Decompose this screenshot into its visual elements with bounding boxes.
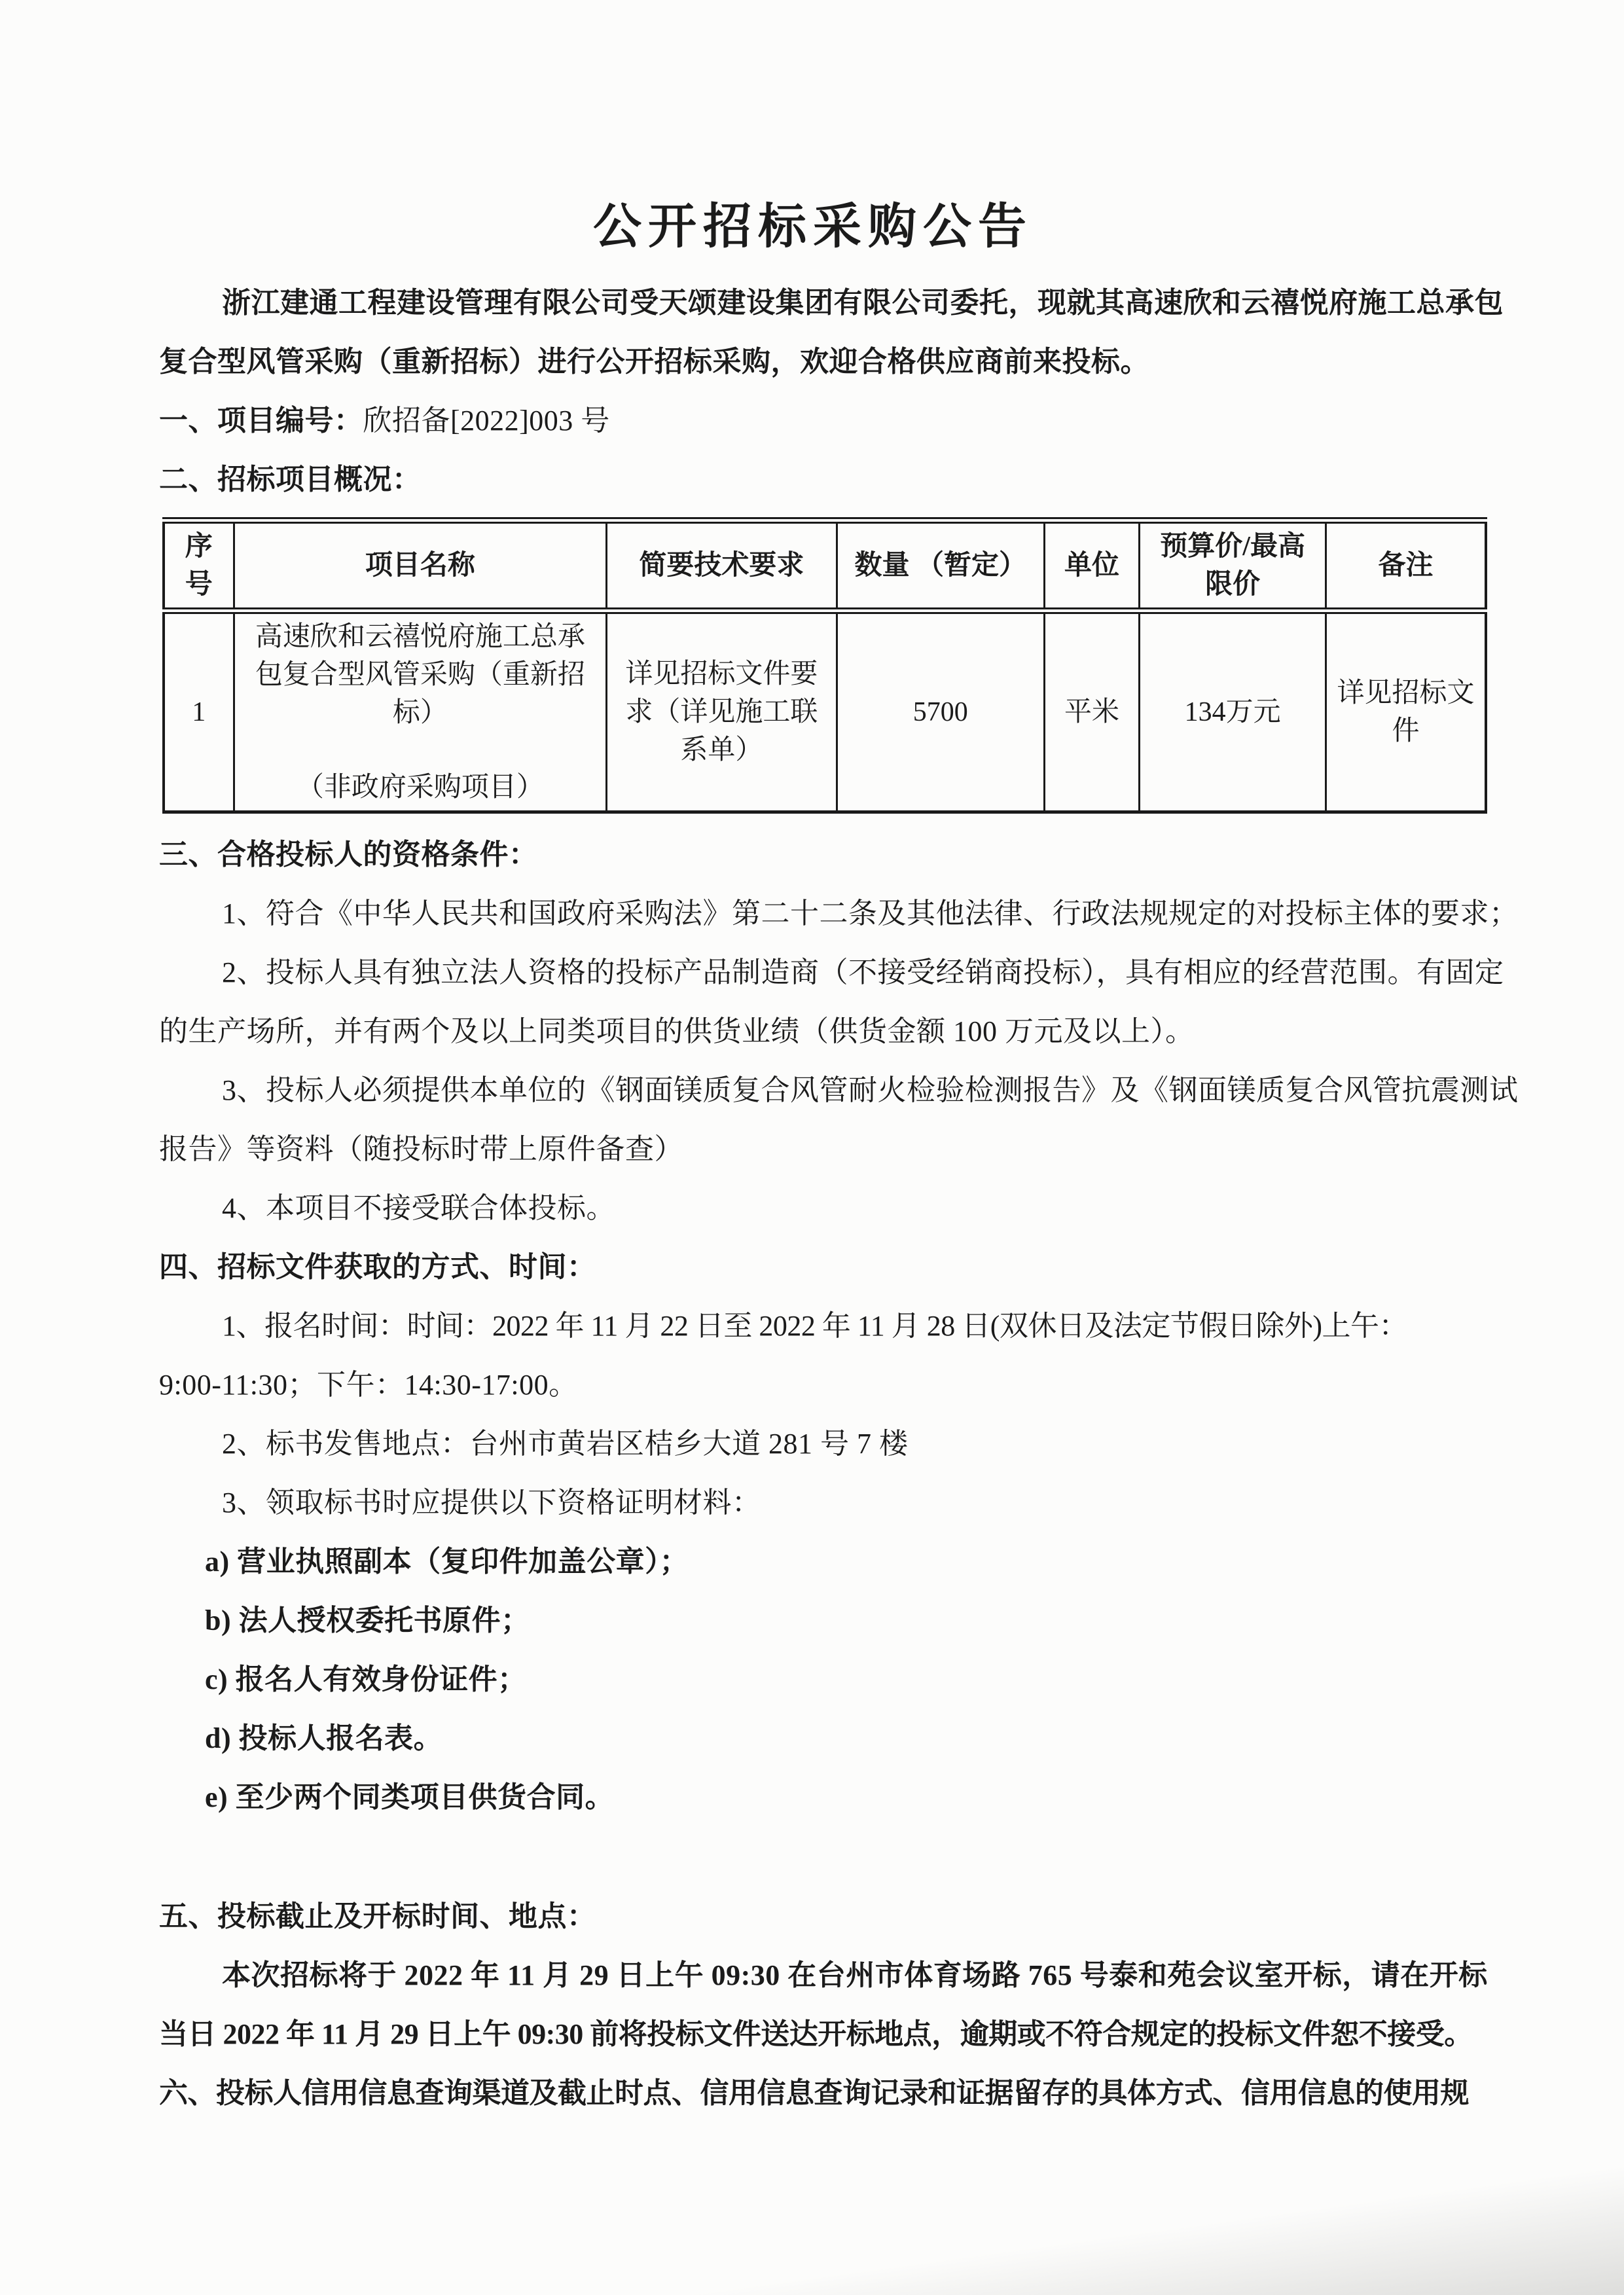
table-header-remark: 备注 [1326,520,1486,611]
material-item-e: e) 至少两个同类项目供货合同。 [205,1781,615,1813]
document-content [159,0,1519,2123]
obtain-item-1-cont: 9:00-11:30；下午：14:30-17:00。 [159,1369,578,1401]
overview-table-wrapper [162,517,1475,814]
material-item-d: d) 投标人报名表。 [205,1722,443,1754]
qualification-item-3: 3、投标人必须提供本单位的《钢面镁质复合风管耐火检验检测报告》及《钢面镁质复合风管抗震测试 [222,1074,1519,1106]
section-heading-overview: 二、招标项目概况： [159,463,422,496]
section-heading-deadline: 五、投标截止及开标时间、地点： [159,1900,596,1932]
table-header-row [164,520,1486,611]
deadline-line-2: 当日 2022 年 11 月 29 日上午 09:30 前将投标文件送达开标地点，逾期或不符合规定的投标文件恕不接受。 [159,2018,1473,2050]
table-header-tech: 简要技术要求 [607,520,837,611]
obtain-item-3: 3、领取标书时应提供以下资格证明材料： [222,1487,761,1519]
table-row [164,611,1486,812]
table-cell-remark: 详见招标文件 [1326,611,1486,812]
table-cell-name [234,611,607,812]
obtain-item-2: 2、标书发售地点：台州市黄岩区桔乡大道 281 号 7 楼 [222,1428,909,1460]
qualification-item-4: 4、本项目不接受联合体投标。 [222,1192,615,1224]
table-cell-name-sub: （非政府采购项目） [296,772,544,803]
qualification-item-3-cont: 报告》等资料（随投标时带上原件备查） [159,1133,683,1165]
table-header-unit: 单位 [1044,520,1139,611]
section-heading-credit: 六、投标人信用信息查询渠道及截止时点、信用信息查询记录和证据留存的具体方式、信用信息的使用规 [159,2077,1469,2109]
table-cell-tech: 详见招标文件要求（详见施工联系单） [607,611,837,812]
table-header-no: 序号 [164,520,234,611]
qualification-item-2: 2、投标人具有独立法人资格的投标产品制造商（不接受经销商投标），具有相应的经营范围。有固定 [222,956,1504,988]
intro-paragraph-line-2: 复合型风管采购（重新招标）进行公开招标采购，欢迎合格供应商前来投标。 [159,346,1149,378]
project-number-value: 欣招备[2022]003 号 [363,405,610,437]
table-cell-unit: 平米 [1044,611,1139,812]
project-number-label: 一、项目编号： [159,405,363,437]
table-cell-name-main: 高速欣和云禧悦府施工总承包复合型风管采购（重新招标） [255,622,585,728]
project-number-line [159,391,1467,450]
deadline-line-1: 本次招标将于 2022 年 11 月 29 日上午 09:30 在台州市体育场路 765 号泰和苑会议室开标，请在开标 [222,1959,1488,1991]
page-title: 公开招标采购公告 [593,200,1033,254]
material-item-c: c) 报名人有效身份证件； [205,1663,527,1695]
section-heading-qualification: 三、合格投标人的资格条件： [159,839,538,871]
scan-corner-shadow [577,2151,1624,2295]
overview-table [162,517,1487,814]
section-heading-obtain: 四、招标文件获取的方式、时间： [159,1251,596,1283]
table-cell-qty: 5700 [837,611,1044,812]
material-item-b: b) 法人授权委托书原件； [205,1604,530,1636]
table-header-qty: 数量 （暂定） [837,520,1044,611]
table-header-name: 项目名称 [234,520,607,611]
qualification-item-1: 1、符合《中华人民共和国政府采购法》第二十二条及其他法律、行政法规规定的对投标主体的要求； [222,897,1519,930]
table-cell-price: 134万元 [1140,611,1326,812]
table-cell-no: 1 [164,611,234,812]
qualification-item-2-cont: 的生产场所，并有两个及以上同类项目的供货业绩（供货金额 100 万元及以上）。 [159,1015,1195,1047]
obtain-item-1: 1、报名时间：时间：2022 年 11 月 22 日至 2022 年 11 月 28 日(双休日及法定节假日除外)上午： [222,1310,1408,1342]
table-header-price: 预算价/最高限价 [1140,520,1326,611]
intro-paragraph-line-1: 浙江建通工程建设管理有限公司受天颂建设集团有限公司委托，现就其高速欣和云禧悦府施工总承包 [222,287,1504,319]
material-item-a: a) 营业执照副本（复印件加盖公章）； [205,1545,689,1578]
